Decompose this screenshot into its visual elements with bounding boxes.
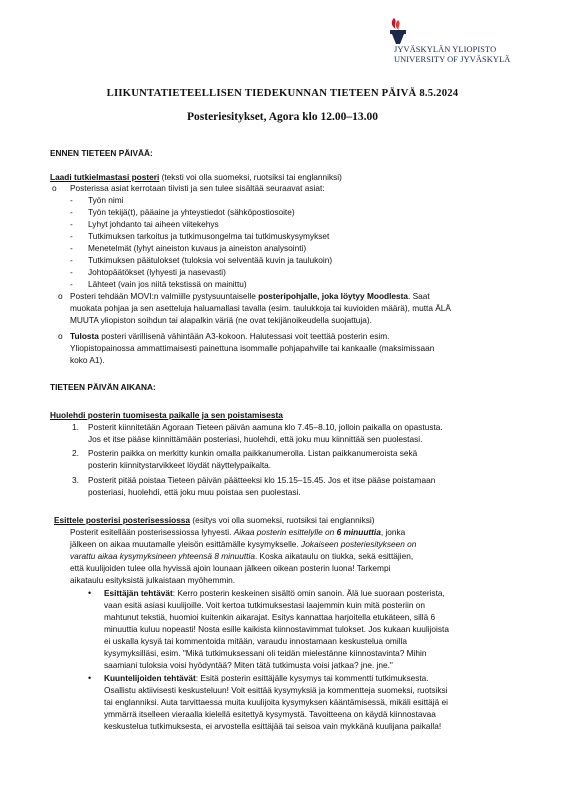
session-paragraph-line: että kuulijoiden tulee olla hyvissä ajoin lounaan jälkeen oikean posterin luona! Tarkempi: [70, 563, 391, 573]
audience-task-head: Kuuntelijoiden tehtävät: [104, 673, 196, 683]
poster-lead-rest: (teksti voi olla suomeksi, ruotsiksi tai englanniksi): [159, 172, 342, 182]
poster-lead: [50, 172, 342, 184]
subsection-heading-logistics: Huolehdi posterin tuomisesta paikalle ja sen poistamisesta: [50, 410, 283, 420]
presenter-task-line: kysymyksilläsi, esim. "Mikä tutkimuksessani oli teidän mielestänne kiinnostavinta? Mihin: [104, 648, 427, 658]
presenter-task-line: ei uskalla kysyä tai kommentoida mitään, varaudu innostamaan keskustelua omilla: [104, 636, 407, 646]
dash-bullet-icon: -: [70, 243, 73, 253]
audience-task-line: [104, 673, 429, 685]
list-item: Työn nimi: [88, 195, 124, 205]
circle-bullet-icon: o: [58, 291, 63, 301]
numbered-item-line: posteriasi, huolehdi, että joku muu poistaa sen puolestasi.: [88, 487, 301, 497]
audience-task-line: keskustelua tutkimuksesta, ei arvostella esittäjää tai seisoa vain mykkänä kuulijana paikalla!: [104, 721, 442, 731]
list-item: Tutkimuksen tarkoitus ja tutkimusongelma tai tutkimuskysymykset: [88, 231, 330, 241]
presenter-task-line: mahtunut tekstiä, huomioi kuitenkin aikarajat. Esitys kannattaa harjoitella etukäteen, sillä 6: [104, 612, 436, 622]
session-italic: Jokaiseen posteriesitykseen on: [301, 539, 417, 549]
torch-icon: [384, 16, 414, 46]
audience-task-text: : Esitä posterin esittäjälle kysymys tai kommentti tutkimuksesta.: [195, 673, 429, 683]
session-text: jälkeen on aikaa muutamalle yleisön esittämälle kysymykselle.: [70, 539, 302, 549]
numbered-item-line: Posterin paikka on merkitty kunkin omalla paikkanumerolla. Listan paikkanumeroista sekä: [88, 448, 418, 458]
presenter-task-line: vaan esitä asiasi kuulijoille. Voit kertoa tutkimuksestasi laajemmin kuin mitä posteriin on: [104, 600, 425, 610]
logo-wordmark: [394, 45, 510, 65]
session-text: . Koska aikataulu on tiukka, sekä esittäjien,: [254, 551, 414, 561]
dash-bullet-icon: -: [70, 267, 73, 277]
template-text: Posteri tehdään MOVI:n valmiille pystysuuntaiselle: [70, 291, 259, 301]
numbered-item-line: posterin kiinnitystarvikkeet löydät näyttelypaikalta.: [88, 460, 272, 470]
print-text: posteri värillisenä vähintään A3-kokoon. Halutessasi voit teettää posterin esim.: [98, 331, 390, 341]
list-number: 3.: [72, 475, 79, 485]
presenter-task-text: : Kerro posterin keskeinen sisältö omin sanoin. Älä lue suoraan posterista,: [172, 588, 445, 598]
list-item: Tutkimuksen päätulokset (tuloksia voi selventää kuvin ja taulukoin): [88, 255, 333, 265]
audience-task-line: tai englanniksi. Auta tarvittaessa muita kuulijoita kysymyksen kääntämisessä, mikäli esittäjä ei: [104, 697, 449, 707]
university-logo: [384, 16, 534, 72]
session-bold-italic: 6 minuuttia: [336, 527, 381, 537]
list-number: 2.: [72, 448, 79, 458]
session-paragraph-line: [70, 551, 413, 563]
logo-line-fi: JYVÄSKYLÄN YLIOPISTO: [394, 45, 497, 54]
subsection-heading-present: [54, 515, 375, 527]
print-bold: Tulosta: [70, 331, 99, 341]
template-link-text: posteripohjalle, joka löytyy Moodlesta: [258, 291, 408, 301]
session-text: , jonka: [380, 527, 406, 537]
circle-bullet-icon: o: [52, 183, 57, 193]
template-paragraph-line: MUUTA yliopiston soihdun tai alapalkin väriä (ne ovat tekijänoikeudella suojattuja).: [70, 315, 372, 325]
presenter-task-head: Esittäjän tehtävät: [104, 588, 173, 598]
poster-lead-bold: Laadi tutkielmastasi posteri: [50, 172, 160, 182]
numbered-item-line: Posterit kiinnitetään Agoraan Tieteen päivän aamuna klo 7.45–8.10, jolloin paikalla on opastusta.: [88, 422, 443, 432]
dash-bullet-icon: -: [70, 279, 73, 289]
section-heading-before: ENNEN TIETEEN PÄIVÄÄ:: [50, 148, 153, 158]
print-paragraph-line: koko A1).: [70, 355, 105, 365]
list-item: Työn tekijä(t), pääaine ja yhteystiedot (sähköpostiosoite): [88, 207, 295, 217]
print-paragraph-line: [70, 331, 389, 343]
list-item: Menetelmät (lyhyt aineiston kuvaus ja aineiston analysointi): [88, 243, 307, 253]
filled-bullet-icon: •: [88, 673, 92, 683]
session-paragraph-line: [70, 527, 405, 539]
dash-bullet-icon: -: [70, 195, 73, 205]
presenter-task-line: [104, 588, 445, 600]
poster-intro: Posterissa asiat kerrotaan tiivisti ja sen tulee sisältää seuraavat asiat:: [70, 183, 325, 193]
document-title: LIIKUNTATIETEELLISEN TIEDEKUNNAN TIETEEN PÄIVÄ 8.5.2024: [106, 87, 459, 99]
list-number: 1.: [72, 422, 79, 432]
session-paragraph-line: aikataulu esityksistä julkaistaan myöhemmin.: [70, 575, 236, 585]
session-text: Posterit esitellään posterisessiossa lyhyesti.: [70, 527, 234, 537]
audience-task-line: ymmärrä itselleen vieraalla kielellä esitettyä kysymystä. Tavoitteena on käydä kiinnostavaa: [104, 709, 436, 719]
list-item: Lähteet (vain jos niitä tekstissä on mainittu): [88, 279, 247, 289]
session-italic: Aikaa posterin esittelylle on: [233, 527, 337, 537]
section-heading-during: TIETEEN PÄIVÄN AIKANA:: [50, 382, 156, 392]
template-paragraph-line: muokata pohjaa ja sen asetteluja haluamallasi tavalla (esim. taulukkoja tai kuvioiden määrä), mutta ÄLÄ: [70, 303, 451, 313]
presenter-task-line: saamiani tuloksia voisi hyödyntää? Miten tätä tutkimusta voisi jatkaa? jne. jne.": [104, 660, 393, 670]
list-item: Lyhyt johdanto tai aiheen viitekehys: [88, 219, 219, 229]
presenter-task-line: minuuttia kuluu nopeasti! Nosta esille kaikista kiinnostavimmat tulokset. Jos kukaan kuulijoista: [104, 624, 449, 634]
document-subtitle: Posteriesitykset, Agora klo 12.00–13.00: [186, 111, 378, 123]
circle-bullet-icon: o: [58, 331, 63, 341]
dash-bullet-icon: -: [70, 207, 73, 217]
print-paragraph-line: Yliopistopainossa ammattimaisesti painettuna isommalle pohjapahville tai kankaalle (maksimissaan: [70, 343, 435, 353]
present-heading-bold: Esittele posterisi posterisessiossa: [54, 515, 191, 525]
logo-line-en: UNIVERSITY OF JYVÄSKYLÄ: [394, 55, 511, 64]
dash-bullet-icon: -: [70, 219, 73, 229]
numbered-item-line: Jos et itse pääse kiinnittämään posteriasi, huolehdi, että joku muu kiinnittää sen puolestasi.: [88, 434, 423, 444]
audience-task-line: Osallistu aktiivisesti keskusteluun! Voit esittää kysymyksiä ja kommentteja suomeksi, ruotsiksi: [104, 685, 448, 695]
numbered-item-line: Posterit pitää poistaa Tieteen päivän päätteeksi klo 15.15–15.45. Jos et itse pääse poistamaan: [88, 475, 436, 485]
dash-bullet-icon: -: [70, 255, 73, 265]
session-paragraph-line: [70, 539, 416, 551]
dash-bullet-icon: -: [70, 231, 73, 241]
present-heading-rest: (esitys voi olla suomeksi, ruotsiksi tai englanniksi): [190, 515, 375, 525]
session-italic: varattu aikaa kysymyksineen yhteensä 8 minuuttia: [70, 551, 255, 561]
template-paragraph-line: [70, 291, 430, 303]
filled-bullet-icon: •: [88, 588, 92, 598]
template-text: . Saat: [408, 291, 430, 301]
list-item: Johtopäätökset (lyhyesti ja nasevasti): [88, 267, 226, 277]
